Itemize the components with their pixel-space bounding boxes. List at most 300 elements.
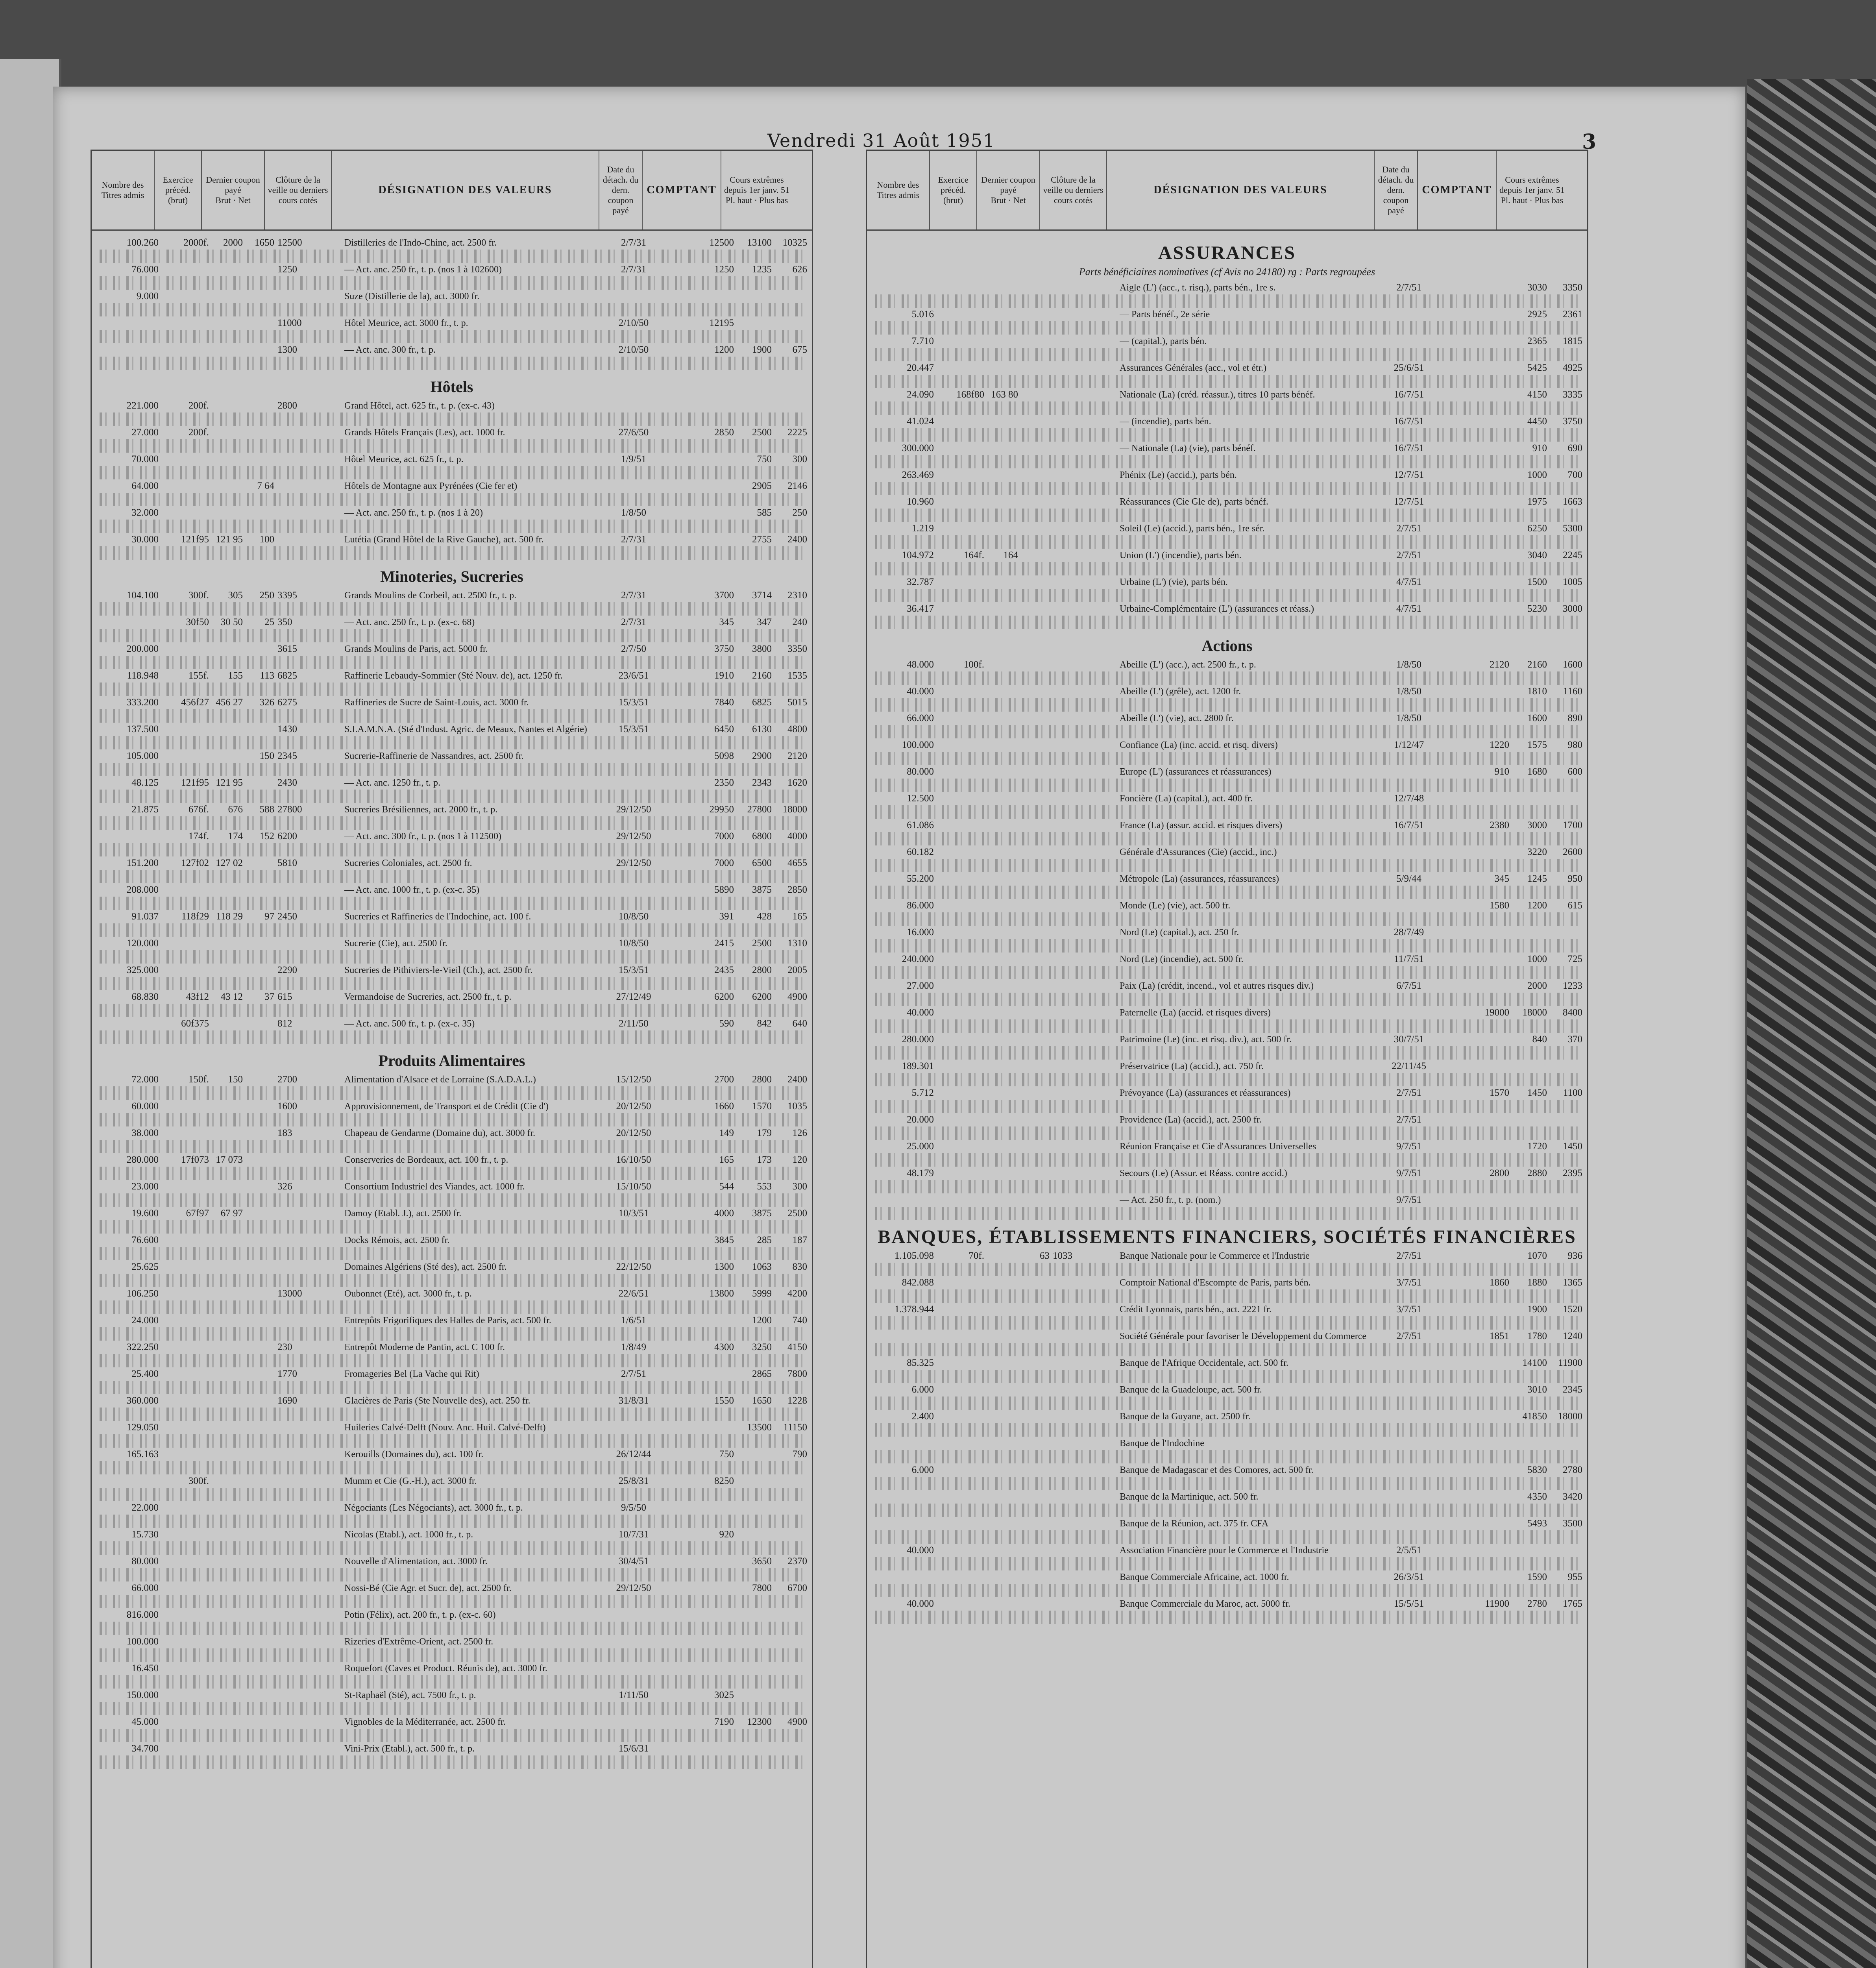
table-row [96, 426, 808, 439]
high-value: 5230 [1527, 603, 1547, 614]
faded-print-line [875, 886, 1579, 899]
security-name: Négociants (Les Négociants), act. 3000 fr., t. p. [344, 1503, 523, 1513]
header-pl-bas: Plus bas [759, 195, 788, 205]
coupon-net [243, 883, 277, 897]
right-column [866, 150, 1588, 1968]
titres-count: 30.000 [131, 534, 159, 545]
faded-print-line [875, 1100, 1579, 1113]
exercice-value [162, 1715, 211, 1729]
table-row [96, 1180, 808, 1193]
titres-count: 842.088 [902, 1277, 934, 1288]
low-value: 3335 [1563, 389, 1582, 400]
security-name: Confiance (La) (inc. accid. et risq. divers) [1120, 740, 1278, 750]
security-name: Kerouills (Domaines du), act. 100 fr. [344, 1449, 484, 1459]
titres-count: 91.037 [131, 911, 159, 922]
high-value: 2500 [752, 938, 772, 949]
exercice-value: 174f. [188, 831, 209, 842]
table-row [96, 696, 808, 709]
coupon-net [243, 453, 277, 466]
low-value: 980 [1567, 740, 1582, 750]
security-name: Approvisionnement, de Transport et de Crédit (Cie d') [344, 1101, 549, 1112]
titres-count [96, 616, 162, 629]
coupon-brut [211, 1394, 243, 1408]
detach-date [1387, 1383, 1431, 1396]
faded-print-line [100, 1247, 804, 1260]
low-value [772, 1501, 807, 1515]
coupon-net [1018, 495, 1053, 509]
security-name: Banque Nationale pour le Commerce et l'Industrie [1120, 1251, 1310, 1261]
faded-print-line [100, 546, 804, 560]
low-value: 2400 [787, 1074, 807, 1085]
high-value: 3010 [1527, 1384, 1547, 1395]
faded-print-line [100, 843, 804, 856]
high-value: 1975 [1527, 496, 1547, 507]
table-row [871, 415, 1583, 428]
header-cloture: Clôture de la veille ou derniers cours cotés [1040, 151, 1107, 229]
header-dernier-label: Dernier coupon payé [206, 175, 260, 195]
exercice-value [937, 1140, 987, 1153]
low-value: 1365 [1563, 1277, 1582, 1288]
exercice-value: 121f95 [181, 534, 209, 545]
cloture-value: 11000 [277, 318, 302, 328]
security-name: Banque de la Guadeloupe, act. 500 fr. [1120, 1385, 1262, 1395]
security-name: Entrepôts Frigorifiques des Halles de Paris, act. 500 fr. [344, 1315, 551, 1326]
detach-date [1387, 1006, 1431, 1019]
titres-count: 300.000 [902, 443, 934, 453]
coupon-net [243, 1581, 277, 1595]
coupon-net [243, 1421, 277, 1434]
detach-date: 2/7/31 [621, 617, 646, 627]
high-value: 5830 [1527, 1465, 1547, 1475]
exercice-value [937, 1570, 987, 1584]
security-name: Banque de Madagascar et des Comores, act. 500 fr. [1120, 1465, 1314, 1475]
security-name: Hôtel Meurice, act. 3000 fr., t. p. [344, 318, 468, 328]
faded-print-line [100, 1140, 804, 1153]
marbled-binding [1747, 79, 1876, 1968]
coupon-net: 588 [259, 804, 274, 815]
low-value [1547, 1060, 1582, 1073]
high-value: 3714 [752, 590, 772, 601]
cloture-value [1053, 442, 1120, 455]
comptant-value [655, 1314, 736, 1327]
coupon-brut [211, 1314, 243, 1327]
high-value: 2780 [1527, 1598, 1547, 1609]
coupon-brut: 67 97 [220, 1208, 243, 1219]
titres-count: 36.417 [907, 603, 934, 614]
high-value [736, 1608, 772, 1622]
table-row [96, 1501, 808, 1515]
coupon-net [1018, 1060, 1053, 1073]
exercice-value [162, 290, 211, 303]
detach-date: 10/8/50 [618, 911, 649, 922]
low-value: 3350 [787, 644, 807, 654]
titres-count: 32.000 [131, 507, 159, 518]
comptant-value: 345 [1494, 873, 1509, 884]
security-name: Huileries Calvé-Delft (Nouv. Anc. Huil. Calvé-Delft) [344, 1422, 546, 1433]
exercice-value [937, 1276, 987, 1289]
table-row [871, 1544, 1583, 1557]
cloture-value: 2450 [277, 911, 297, 922]
coupon-net [243, 1367, 277, 1381]
detach-date: 4/7/51 [1396, 603, 1421, 614]
faded-print-line [875, 966, 1579, 979]
low-value: 5015 [787, 697, 807, 708]
exercice-value: 164f. [963, 550, 984, 560]
detach-date: 29/12/50 [616, 1583, 651, 1593]
coupon-brut [987, 685, 1018, 698]
high-value: 12300 [747, 1716, 772, 1727]
section-title: BANQUES, ÉTABLISSEMENTS FINANCIERS, SOCIÉTÉS FINANCIÈRES [878, 1226, 1577, 1247]
coupon-net [1018, 1006, 1053, 1019]
cloture-value [1053, 1086, 1120, 1100]
security-name: Oubonnet (Eté), act. 3000 fr., t. p. [344, 1289, 472, 1299]
faded-print-line [100, 683, 804, 696]
low-value: 1620 [787, 777, 807, 788]
security-name: Abeille (L') (grêle), act. 1200 fr. [1120, 686, 1241, 697]
low-value: 187 [792, 1235, 807, 1245]
cloture-value: 1250 [277, 264, 297, 275]
coupon-brut [211, 1367, 243, 1381]
faded-print-line [875, 1019, 1579, 1033]
header-brut: Brut [991, 195, 1006, 205]
titres-count: 1.219 [911, 523, 934, 534]
cloture-value [1053, 1383, 1120, 1396]
cloture-value [1053, 495, 1120, 509]
comptant-value: 3025 [714, 1690, 734, 1700]
low-value: 1100 [1563, 1088, 1582, 1098]
coupon-net [243, 1448, 277, 1461]
cloture-value: 12500 [277, 237, 302, 248]
detach-date [1387, 765, 1431, 779]
coupon-net [243, 723, 277, 736]
detach-date [1387, 335, 1431, 348]
high-value: 2925 [1527, 309, 1547, 320]
high-value: 3875 [752, 1208, 772, 1219]
coupon-brut [211, 1341, 243, 1354]
header-cours-extremes [721, 151, 792, 229]
table-row [96, 883, 808, 897]
table-row [96, 1260, 808, 1274]
exercice-value [937, 1356, 987, 1370]
cloture-value [1053, 549, 1120, 562]
security-name: Banque de la Guyane, act. 2500 fr. [1120, 1411, 1251, 1422]
high-value: 2000 [1527, 980, 1547, 991]
coupon-net [1018, 602, 1053, 616]
faded-print-line [875, 859, 1579, 872]
cloture-value: 2700 [277, 1074, 297, 1085]
detach-date: 26/12/44 [616, 1449, 651, 1459]
titres-count: 40.000 [907, 1598, 934, 1609]
table-row [871, 979, 1583, 993]
table-row [871, 1383, 1583, 1396]
titres-count: 48.125 [131, 777, 159, 788]
table-row [96, 910, 808, 923]
security-name: Soleil (Le) (accid.), parts bén., 1re sér. [1120, 523, 1265, 534]
comptant-value [1431, 845, 1512, 859]
low-value: 3750 [1563, 416, 1582, 427]
high-value: 5493 [1527, 1518, 1547, 1529]
coupon-net [243, 776, 277, 790]
faded-print-line [100, 1113, 804, 1126]
low-value: 2395 [1563, 1168, 1582, 1178]
low-value: 8400 [1563, 1007, 1582, 1018]
low-value: 640 [792, 1018, 807, 1029]
comptant-value [1431, 953, 1512, 966]
security-name: Association Financière pour le Commerce et l'Industrie [1120, 1545, 1329, 1556]
coupon-brut [211, 1742, 243, 1755]
coupon-net [243, 1742, 277, 1755]
titres-count [871, 1490, 937, 1504]
low-value: 1765 [1563, 1598, 1582, 1609]
high-value [736, 1662, 772, 1675]
header-cours-extremes-label: Cours extrêmes depuis 1er janv. 51 [724, 175, 789, 195]
cloture-value [277, 1528, 344, 1541]
coupon-net [1018, 953, 1053, 966]
faded-print-line [100, 1488, 804, 1501]
exercice-value [937, 1006, 987, 1019]
cloture-value [1053, 1193, 1120, 1207]
faded-print-line [100, 763, 804, 776]
facing-page-edge [0, 59, 61, 1968]
coupon-net [1018, 658, 1053, 671]
coupon-net [1018, 872, 1053, 886]
high-value: 2865 [752, 1369, 772, 1379]
cloture-value [277, 533, 344, 546]
table-row [96, 990, 808, 1004]
table-row [871, 335, 1583, 348]
table-row [871, 712, 1583, 725]
faded-print-line [100, 357, 804, 370]
coupon-brut [987, 1140, 1018, 1153]
detach-date: 2/7/51 [1396, 1114, 1421, 1125]
high-value: 2160 [1527, 659, 1547, 670]
faded-print-line [100, 1515, 804, 1528]
titres-count: 240.000 [902, 954, 934, 964]
coupon-brut [987, 575, 1018, 589]
high-value [736, 1448, 772, 1461]
comptant-value: 6450 [714, 724, 734, 734]
faded-print-line [875, 1073, 1579, 1086]
comptant-value [1431, 1517, 1512, 1530]
security-name: Monde (Le) (vie), act. 500 fr. [1120, 901, 1231, 911]
exercice-value [937, 899, 987, 912]
titres-count: 120.000 [126, 938, 159, 949]
coupon-net [243, 1207, 277, 1220]
faded-print-line [875, 616, 1579, 629]
faded-print-line [100, 790, 804, 803]
high-value: 3040 [1527, 550, 1547, 560]
low-value: 2370 [787, 1556, 807, 1567]
detach-date: 1/8/50 [1396, 686, 1421, 697]
comptant-value: 920 [719, 1529, 734, 1540]
cloture-value [1053, 1033, 1120, 1046]
exercice-value [937, 468, 987, 482]
cloture-value [277, 1662, 344, 1675]
security-name: Vignobles de la Méditerranée, act. 2500 fr. [344, 1717, 506, 1727]
coupon-brut [211, 1635, 243, 1648]
exercice-value: 200f. [188, 427, 209, 438]
section-title: ASSURANCES [1158, 242, 1296, 263]
coupon-net [1018, 549, 1053, 562]
exercice-value: 100f. [963, 659, 984, 670]
coupon-net [243, 1017, 277, 1030]
table-row [871, 1276, 1583, 1289]
table-row [871, 1490, 1583, 1504]
faded-print-line [875, 1316, 1579, 1330]
titres-count: 27.000 [131, 427, 159, 438]
page-number: 3 [1582, 130, 1597, 154]
detach-date [1387, 1410, 1431, 1423]
faded-print-line [100, 1541, 804, 1555]
exercice-value: 456f27 [181, 697, 209, 708]
high-value: 1200 [1527, 900, 1547, 911]
cloture-value [1053, 415, 1120, 428]
titres-count: 100.260 [126, 237, 159, 248]
table-row [871, 549, 1583, 562]
detach-date: 2/7/31 [621, 590, 646, 601]
faded-print-line [100, 250, 804, 263]
security-name: Distilleries de l'Indo-Chine, act. 2500 fr. [344, 238, 497, 248]
comptant-value [655, 399, 736, 412]
low-value: 2850 [787, 884, 807, 895]
coupon-brut [987, 602, 1018, 616]
coupon-brut: 164 [1003, 550, 1018, 560]
detach-date: 2/7/51 [1396, 550, 1421, 560]
detach-date: 12/7/48 [1394, 793, 1424, 804]
coupon-brut [211, 1287, 243, 1300]
high-value: 27800 [747, 804, 772, 815]
detach-date: 2/7/51 [1396, 1250, 1421, 1261]
exercice-value: 2000f. [183, 237, 209, 248]
security-name: Docks Rémois, act. 2500 fr. [344, 1235, 450, 1245]
titres-count: 23.000 [131, 1181, 159, 1192]
comptant-value: 750 [719, 1449, 734, 1459]
titres-count [871, 1193, 937, 1207]
coupon-brut: 150 [228, 1074, 243, 1085]
cloture-value [1053, 388, 1120, 401]
coupon-net: 100 [259, 534, 274, 545]
coupon-brut [211, 937, 243, 950]
detach-date: 22/6/51 [618, 1288, 649, 1299]
security-name: Vini-Prix (Etabl.), act. 500 fr., t. p. [344, 1744, 475, 1754]
cloture-value [1053, 1544, 1120, 1557]
coupon-brut [987, 1597, 1018, 1611]
high-value: 1000 [1527, 470, 1547, 480]
table-row [871, 658, 1583, 671]
exercice-value [937, 575, 987, 589]
titres-count: 55.200 [907, 873, 934, 884]
high-value: 6825 [752, 697, 772, 708]
header-comptant: COMPTANT [1418, 151, 1497, 229]
coupon-brut [987, 926, 1018, 939]
cloture-value [1053, 575, 1120, 589]
faded-print-line [100, 977, 804, 990]
titres-count: 6.000 [911, 1384, 934, 1395]
low-value: 615 [1567, 900, 1582, 911]
coupon-brut [987, 1113, 1018, 1126]
high-value [736, 1474, 772, 1488]
low-value: 18000 [782, 804, 807, 815]
coupon-net [243, 856, 277, 870]
table-row [871, 522, 1583, 535]
titres-count: 76.000 [131, 264, 159, 275]
detach-date: 16/7/51 [1394, 820, 1424, 830]
low-value: 4800 [787, 724, 807, 734]
coupon-brut [211, 1448, 243, 1461]
table-row [871, 442, 1583, 455]
titres-count: 66.000 [131, 1583, 159, 1593]
coupon-brut [211, 453, 243, 466]
security-name: Sucrerie-Raffinerie de Nassandres, act. 2500 fr. [344, 751, 524, 761]
low-value: 626 [792, 264, 807, 275]
coupon-brut [987, 522, 1018, 535]
comptant-value: 2350 [714, 777, 734, 788]
low-value [1547, 1437, 1582, 1450]
faded-print-line [875, 1504, 1579, 1517]
table-header [92, 151, 812, 231]
comptant-value: 2435 [714, 965, 734, 975]
exercice-value [162, 1367, 211, 1381]
comptant-value: 1300 [714, 1261, 734, 1272]
detach-date: 5/9/44 [1396, 873, 1421, 884]
exercice-value [162, 1421, 211, 1434]
section-title: Actions [1201, 637, 1253, 655]
detach-date: 16/7/51 [1394, 443, 1424, 453]
detach-date: 30/7/51 [1394, 1034, 1424, 1045]
titres-count: 25.400 [131, 1369, 159, 1379]
coupon-net [1018, 712, 1053, 725]
table-row [871, 845, 1583, 859]
low-value [1547, 1113, 1582, 1126]
coupon-brut [211, 964, 243, 977]
exercice-value [162, 343, 211, 357]
table-row [96, 1528, 808, 1541]
coupon-net [1018, 1597, 1053, 1611]
detach-date [612, 1608, 655, 1622]
table-row [871, 872, 1583, 886]
coupon-brut [987, 1356, 1018, 1370]
titres-count [871, 1570, 937, 1584]
coupon-brut [987, 1033, 1018, 1046]
coupon-net [1018, 1303, 1053, 1316]
titres-count: 24.090 [907, 389, 934, 400]
titres-count: 85.325 [907, 1358, 934, 1368]
table-row [871, 1167, 1583, 1180]
faded-print-line [875, 1180, 1579, 1193]
high-value: 1235 [752, 264, 772, 275]
cloture-value [277, 1153, 344, 1167]
security-name: Vermandoise de Sucreries, act. 2500 fr., t. p. [344, 992, 512, 1002]
comptant-value [655, 1635, 736, 1648]
table-row [871, 792, 1583, 805]
coupon-brut [987, 1410, 1018, 1423]
detach-date: 3/7/51 [1396, 1277, 1421, 1288]
security-name: Préservatrice (La) (accid.), act. 750 fr. [1120, 1061, 1264, 1071]
coupon-net [1018, 1276, 1053, 1289]
titres-count: 6.000 [911, 1465, 934, 1475]
cloture-value: 2430 [277, 777, 297, 788]
exercice-value [937, 1330, 987, 1343]
detach-date: 28/7/49 [1394, 927, 1424, 938]
titres-count: 61.086 [907, 820, 934, 830]
coupon-net [1018, 845, 1053, 859]
table-row [871, 1303, 1583, 1316]
high-value: 2365 [1527, 336, 1547, 346]
left-table-body [92, 231, 812, 1769]
high-value: 2880 [1527, 1168, 1547, 1178]
cloture-value: 6275 [277, 697, 297, 708]
high-value: 1650 [752, 1395, 772, 1406]
